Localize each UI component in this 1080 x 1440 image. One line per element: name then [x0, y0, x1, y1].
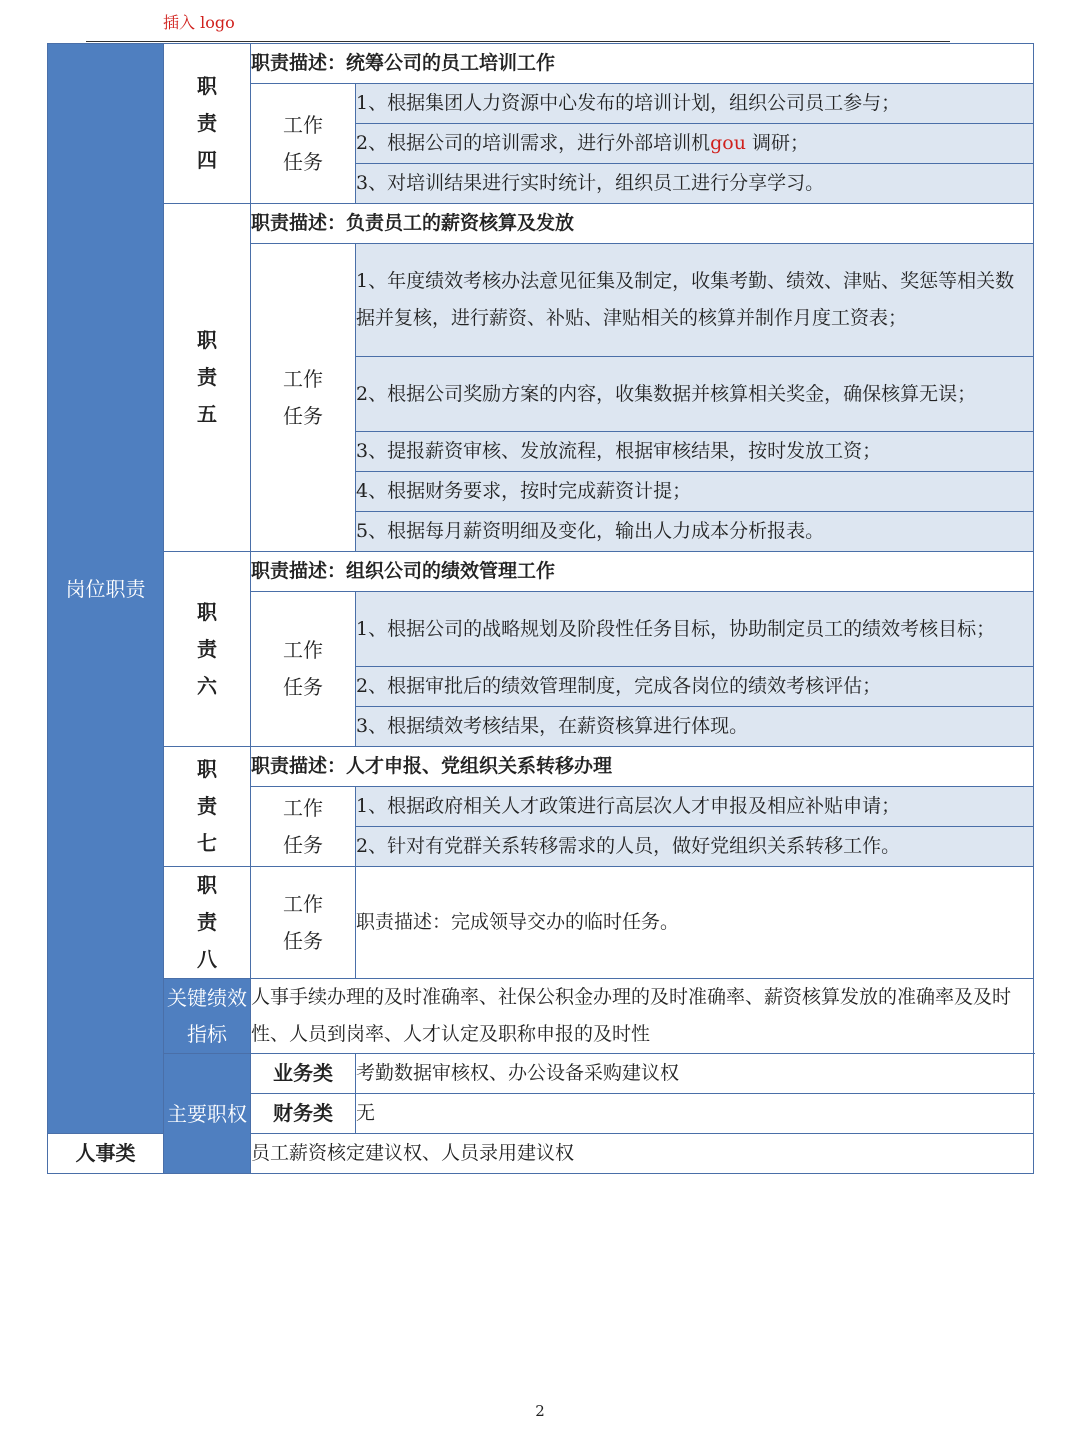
duty-5-desc: 职责描述：负责员工的薪资核算及发放 — [251, 204, 1034, 244]
header-divider — [86, 41, 950, 42]
duty-5-task-1: 1、年度绩效考核办法意见征集及制定，收集考勤、绩效、津贴、奖惩等相关数据并复核，进行薪资、补贴、津贴相关的核算并制作月度工资表； — [356, 244, 1034, 357]
duty-4-task-2: 2、根据公司的培训需求，进行外部培训机gou 调研； — [356, 124, 1034, 164]
duty-5-task-4: 4、根据财务要求，按时完成薪资计提； — [356, 472, 1034, 512]
duty-6-label: 职 责 六 — [164, 552, 251, 747]
kpi-text: 人事手续办理的及时准确率、社保公积金办理的及时准确率、薪资核算发放的准确率及及时性、人员到岗率、人才认定及职称申报的及时性 — [251, 979, 1034, 1054]
section-duties: 岗位职责 — [48, 44, 164, 1134]
logo-placeholder: 插入 logo — [163, 13, 235, 32]
authority-category-hr: 人事类 — [48, 1134, 164, 1174]
authority-category-business: 业务类 — [251, 1054, 356, 1094]
duty-5-task-label: 工作 任务 — [251, 244, 356, 552]
duty-5-task-2: 2、根据公司奖励方案的内容，收集数据并核算相关奖金，确保核算无误； — [356, 357, 1034, 432]
duty-6-task-2: 2、根据审批后的绩效管理制度，完成各岗位的绩效考核评估； — [356, 667, 1034, 707]
duty-6-task-label: 工作 任务 — [251, 592, 356, 747]
duty-8-task-label: 工作 任务 — [251, 867, 356, 979]
section-kpi: 关键绩效 指标 — [164, 979, 251, 1054]
duty-4-label: 职 责 四 — [164, 44, 251, 204]
duty-7-task-1: 1、根据政府相关人才政策进行高层次人才申报及相应补贴申请； — [356, 787, 1034, 827]
duty-4-task-1: 1、根据集团人力资源中心发布的培训计划，组织公司员工参与； — [356, 84, 1034, 124]
authority-content-finance: 无 — [356, 1094, 1034, 1134]
duty-6-task-1: 1、根据公司的战略规划及阶段性任务目标，协助制定员工的绩效考核目标； — [356, 592, 1034, 667]
section-authority: 主要职权 — [164, 1054, 251, 1174]
duty-8-label: 职 责 八 — [164, 867, 251, 979]
red-pinyin-text: gou — [710, 132, 746, 154]
job-description-table — [47, 43, 1034, 1174]
duty-5-task-3: 3、提报薪资审核、发放流程，根据审核结果，按时发放工资； — [356, 432, 1034, 472]
duty-4-task-3: 3、对培训结果进行实时统计，组织员工进行分享学习。 — [356, 164, 1034, 204]
duty-7-task-2: 2、针对有党群关系转移需求的人员，做好党组织关系转移工作。 — [356, 827, 1034, 867]
authority-content-hr: 员工薪资核定建议权、人员录用建议权 — [251, 1134, 1034, 1174]
duty-5-task-5: 5、根据每月薪资明细及变化，输出人力成本分析报表。 — [356, 512, 1034, 552]
authority-category-finance: 财务类 — [251, 1094, 356, 1134]
duty-7-label: 职 责 七 — [164, 747, 251, 867]
duty-8-desc: 职责描述：完成领导交办的临时任务。 — [356, 867, 1034, 979]
duty-6-desc: 职责描述：组织公司的绩效管理工作 — [251, 552, 1034, 592]
duty-4-desc: 职责描述：统筹公司的员工培训工作 — [251, 44, 1034, 84]
duty-7-desc: 职责描述：人才申报、党组织关系转移办理 — [251, 747, 1034, 787]
authority-content-business: 考勤数据审核权、办公设备采购建议权 — [356, 1054, 1034, 1094]
duty-6-task-3: 3、根据绩效考核结果，在薪资核算进行体现。 — [356, 707, 1034, 747]
duty-5-label: 职 责 五 — [164, 204, 251, 552]
duty-4-task-label: 工作 任务 — [251, 84, 356, 204]
duty-7-task-label: 工作 任务 — [251, 787, 356, 867]
page-number: 2 — [535, 1402, 545, 1420]
